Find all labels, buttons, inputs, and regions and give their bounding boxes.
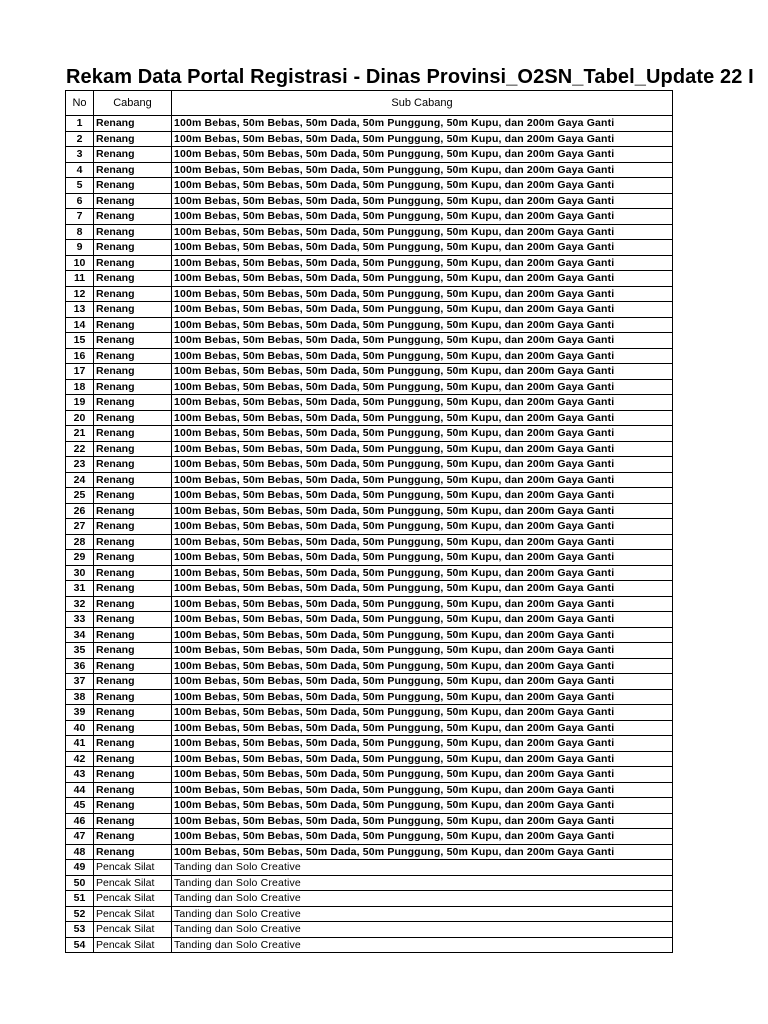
cell-cabang: Renang bbox=[94, 503, 172, 519]
cell-sub: 100m Bebas, 50m Bebas, 50m Dada, 50m Punggung, 50m Kupu, dan 200m Gaya Ganti bbox=[172, 581, 673, 597]
table-row bbox=[66, 193, 673, 209]
table-row bbox=[66, 131, 673, 147]
table-row bbox=[66, 767, 673, 783]
cell-no: 2 bbox=[66, 131, 94, 147]
header-cabang: Cabang bbox=[94, 91, 172, 116]
cell-no: 10 bbox=[66, 255, 94, 271]
cell-cabang: Renang bbox=[94, 162, 172, 178]
table-row bbox=[66, 441, 673, 457]
table-row bbox=[66, 705, 673, 721]
registration-table bbox=[65, 90, 673, 953]
cell-no: 30 bbox=[66, 565, 94, 581]
cell-cabang: Renang bbox=[94, 550, 172, 566]
cell-sub: 100m Bebas, 50m Bebas, 50m Dada, 50m Punggung, 50m Kupu, dan 200m Gaya Ganti bbox=[172, 534, 673, 550]
cell-sub: 100m Bebas, 50m Bebas, 50m Dada, 50m Punggung, 50m Kupu, dan 200m Gaya Ganti bbox=[172, 596, 673, 612]
cell-sub: 100m Bebas, 50m Bebas, 50m Dada, 50m Punggung, 50m Kupu, dan 200m Gaya Ganti bbox=[172, 844, 673, 860]
table-row bbox=[66, 519, 673, 535]
cell-no: 36 bbox=[66, 658, 94, 674]
cell-cabang: Renang bbox=[94, 333, 172, 349]
cell-cabang: Renang bbox=[94, 426, 172, 442]
cell-no: 41 bbox=[66, 736, 94, 752]
table-row bbox=[66, 891, 673, 907]
cell-cabang: Renang bbox=[94, 658, 172, 674]
table-row bbox=[66, 240, 673, 256]
cell-no: 13 bbox=[66, 302, 94, 318]
cell-sub: 100m Bebas, 50m Bebas, 50m Dada, 50m Punggung, 50m Kupu, dan 200m Gaya Ganti bbox=[172, 271, 673, 287]
cell-sub: Tanding dan Solo Creative bbox=[172, 922, 673, 938]
cell-cabang: Renang bbox=[94, 224, 172, 240]
cell-cabang: Renang bbox=[94, 565, 172, 581]
table-row bbox=[66, 689, 673, 705]
cell-cabang: Pencak Silat bbox=[94, 906, 172, 922]
cell-cabang: Renang bbox=[94, 364, 172, 380]
table-row bbox=[66, 612, 673, 628]
table-row bbox=[66, 472, 673, 488]
cell-cabang: Pencak Silat bbox=[94, 891, 172, 907]
cell-no: 49 bbox=[66, 860, 94, 876]
cell-cabang: Renang bbox=[94, 255, 172, 271]
table-row bbox=[66, 224, 673, 240]
cell-no: 8 bbox=[66, 224, 94, 240]
cell-no: 11 bbox=[66, 271, 94, 287]
table-row bbox=[66, 395, 673, 411]
cell-sub: 100m Bebas, 50m Bebas, 50m Dada, 50m Punggung, 50m Kupu, dan 200m Gaya Ganti bbox=[172, 612, 673, 628]
cell-no: 43 bbox=[66, 767, 94, 783]
cell-no: 1 bbox=[66, 116, 94, 132]
table-row bbox=[66, 937, 673, 953]
cell-no: 34 bbox=[66, 627, 94, 643]
cell-no: 46 bbox=[66, 813, 94, 829]
cell-no: 48 bbox=[66, 844, 94, 860]
table-row bbox=[66, 798, 673, 814]
table-row bbox=[66, 426, 673, 442]
cell-cabang: Renang bbox=[94, 674, 172, 690]
table-row bbox=[66, 829, 673, 845]
cell-sub: 100m Bebas, 50m Bebas, 50m Dada, 50m Punggung, 50m Kupu, dan 200m Gaya Ganti bbox=[172, 302, 673, 318]
cell-cabang: Renang bbox=[94, 178, 172, 194]
cell-sub: 100m Bebas, 50m Bebas, 50m Dada, 50m Punggung, 50m Kupu, dan 200m Gaya Ganti bbox=[172, 813, 673, 829]
cell-cabang: Renang bbox=[94, 643, 172, 659]
cell-cabang: Pencak Silat bbox=[94, 937, 172, 953]
cell-sub: 100m Bebas, 50m Bebas, 50m Dada, 50m Punggung, 50m Kupu, dan 200m Gaya Ganti bbox=[172, 426, 673, 442]
cell-sub: 100m Bebas, 50m Bebas, 50m Dada, 50m Punggung, 50m Kupu, dan 200m Gaya Ganti bbox=[172, 798, 673, 814]
cell-no: 25 bbox=[66, 488, 94, 504]
table-row bbox=[66, 844, 673, 860]
header-no: No bbox=[66, 91, 94, 116]
cell-no: 42 bbox=[66, 751, 94, 767]
cell-sub: 100m Bebas, 50m Bebas, 50m Dada, 50m Punggung, 50m Kupu, dan 200m Gaya Ganti bbox=[172, 193, 673, 209]
cell-cabang: Renang bbox=[94, 240, 172, 256]
table-row bbox=[66, 875, 673, 891]
cell-sub: 100m Bebas, 50m Bebas, 50m Dada, 50m Punggung, 50m Kupu, dan 200m Gaya Ganti bbox=[172, 162, 673, 178]
cell-cabang: Renang bbox=[94, 627, 172, 643]
table-row bbox=[66, 271, 673, 287]
cell-sub: 100m Bebas, 50m Bebas, 50m Dada, 50m Punggung, 50m Kupu, dan 200m Gaya Ganti bbox=[172, 224, 673, 240]
cell-sub: 100m Bebas, 50m Bebas, 50m Dada, 50m Punggung, 50m Kupu, dan 200m Gaya Ganti bbox=[172, 705, 673, 721]
table-row bbox=[66, 736, 673, 752]
cell-sub: 100m Bebas, 50m Bebas, 50m Dada, 50m Punggung, 50m Kupu, dan 200m Gaya Ganti bbox=[172, 364, 673, 380]
table-header-row bbox=[66, 91, 673, 116]
cell-cabang: Renang bbox=[94, 410, 172, 426]
cell-sub: Tanding dan Solo Creative bbox=[172, 891, 673, 907]
table-row bbox=[66, 550, 673, 566]
cell-cabang: Renang bbox=[94, 751, 172, 767]
cell-cabang: Renang bbox=[94, 813, 172, 829]
cell-cabang: Renang bbox=[94, 302, 172, 318]
cell-sub: 100m Bebas, 50m Bebas, 50m Dada, 50m Punggung, 50m Kupu, dan 200m Gaya Ganti bbox=[172, 379, 673, 395]
cell-no: 7 bbox=[66, 209, 94, 225]
table-row bbox=[66, 178, 673, 194]
cell-no: 4 bbox=[66, 162, 94, 178]
cell-cabang: Renang bbox=[94, 782, 172, 798]
cell-sub: 100m Bebas, 50m Bebas, 50m Dada, 50m Punggung, 50m Kupu, dan 200m Gaya Ganti bbox=[172, 643, 673, 659]
cell-cabang: Pencak Silat bbox=[94, 860, 172, 876]
table-row bbox=[66, 302, 673, 318]
cell-sub: 100m Bebas, 50m Bebas, 50m Dada, 50m Punggung, 50m Kupu, dan 200m Gaya Ganti bbox=[172, 550, 673, 566]
cell-sub: Tanding dan Solo Creative bbox=[172, 906, 673, 922]
cell-no: 28 bbox=[66, 534, 94, 550]
cell-no: 19 bbox=[66, 395, 94, 411]
cell-no: 51 bbox=[66, 891, 94, 907]
cell-no: 21 bbox=[66, 426, 94, 442]
cell-no: 17 bbox=[66, 364, 94, 380]
cell-cabang: Renang bbox=[94, 844, 172, 860]
cell-no: 22 bbox=[66, 441, 94, 457]
cell-no: 44 bbox=[66, 782, 94, 798]
table-row bbox=[66, 457, 673, 473]
cell-sub: 100m Bebas, 50m Bebas, 50m Dada, 50m Punggung, 50m Kupu, dan 200m Gaya Ganti bbox=[172, 503, 673, 519]
table-body bbox=[66, 116, 673, 953]
cell-cabang: Pencak Silat bbox=[94, 922, 172, 938]
cell-sub: 100m Bebas, 50m Bebas, 50m Dada, 50m Punggung, 50m Kupu, dan 200m Gaya Ganti bbox=[172, 209, 673, 225]
cell-no: 52 bbox=[66, 906, 94, 922]
cell-sub: 100m Bebas, 50m Bebas, 50m Dada, 50m Punggung, 50m Kupu, dan 200m Gaya Ganti bbox=[172, 519, 673, 535]
cell-cabang: Renang bbox=[94, 829, 172, 845]
cell-sub: 100m Bebas, 50m Bebas, 50m Dada, 50m Punggung, 50m Kupu, dan 200m Gaya Ganti bbox=[172, 178, 673, 194]
cell-cabang: Renang bbox=[94, 193, 172, 209]
table-row bbox=[66, 364, 673, 380]
cell-no: 24 bbox=[66, 472, 94, 488]
cell-cabang: Renang bbox=[94, 379, 172, 395]
cell-cabang: Renang bbox=[94, 286, 172, 302]
cell-sub: 100m Bebas, 50m Bebas, 50m Dada, 50m Punggung, 50m Kupu, dan 200m Gaya Ganti bbox=[172, 240, 673, 256]
table-row bbox=[66, 906, 673, 922]
cell-no: 5 bbox=[66, 178, 94, 194]
cell-cabang: Renang bbox=[94, 720, 172, 736]
cell-cabang: Renang bbox=[94, 581, 172, 597]
cell-sub: 100m Bebas, 50m Bebas, 50m Dada, 50m Punggung, 50m Kupu, dan 200m Gaya Ganti bbox=[172, 457, 673, 473]
cell-sub: Tanding dan Solo Creative bbox=[172, 860, 673, 876]
table-row bbox=[66, 581, 673, 597]
table-row bbox=[66, 751, 673, 767]
cell-sub: 100m Bebas, 50m Bebas, 50m Dada, 50m Punggung, 50m Kupu, dan 200m Gaya Ganti bbox=[172, 348, 673, 364]
cell-no: 23 bbox=[66, 457, 94, 473]
cell-no: 3 bbox=[66, 147, 94, 163]
cell-cabang: Pencak Silat bbox=[94, 875, 172, 891]
cell-sub: 100m Bebas, 50m Bebas, 50m Dada, 50m Punggung, 50m Kupu, dan 200m Gaya Ganti bbox=[172, 255, 673, 271]
cell-no: 12 bbox=[66, 286, 94, 302]
table-row bbox=[66, 410, 673, 426]
table-row bbox=[66, 162, 673, 178]
cell-cabang: Renang bbox=[94, 441, 172, 457]
table-row bbox=[66, 116, 673, 132]
cell-cabang: Renang bbox=[94, 798, 172, 814]
cell-sub: 100m Bebas, 50m Bebas, 50m Dada, 50m Punggung, 50m Kupu, dan 200m Gaya Ganti bbox=[172, 767, 673, 783]
cell-cabang: Renang bbox=[94, 488, 172, 504]
cell-sub: 100m Bebas, 50m Bebas, 50m Dada, 50m Punggung, 50m Kupu, dan 200m Gaya Ganti bbox=[172, 658, 673, 674]
cell-sub: 100m Bebas, 50m Bebas, 50m Dada, 50m Punggung, 50m Kupu, dan 200m Gaya Ganti bbox=[172, 720, 673, 736]
cell-sub: 100m Bebas, 50m Bebas, 50m Dada, 50m Punggung, 50m Kupu, dan 200m Gaya Ganti bbox=[172, 472, 673, 488]
cell-sub: 100m Bebas, 50m Bebas, 50m Dada, 50m Punggung, 50m Kupu, dan 200m Gaya Ganti bbox=[172, 395, 673, 411]
cell-sub: 100m Bebas, 50m Bebas, 50m Dada, 50m Punggung, 50m Kupu, dan 200m Gaya Ganti bbox=[172, 674, 673, 690]
cell-sub: 100m Bebas, 50m Bebas, 50m Dada, 50m Punggung, 50m Kupu, dan 200m Gaya Ganti bbox=[172, 565, 673, 581]
cell-no: 16 bbox=[66, 348, 94, 364]
cell-sub: 100m Bebas, 50m Bebas, 50m Dada, 50m Punggung, 50m Kupu, dan 200m Gaya Ganti bbox=[172, 441, 673, 457]
table-row bbox=[66, 627, 673, 643]
table-row bbox=[66, 488, 673, 504]
cell-no: 18 bbox=[66, 379, 94, 395]
cell-cabang: Renang bbox=[94, 689, 172, 705]
cell-no: 32 bbox=[66, 596, 94, 612]
cell-cabang: Renang bbox=[94, 596, 172, 612]
cell-sub: 100m Bebas, 50m Bebas, 50m Dada, 50m Punggung, 50m Kupu, dan 200m Gaya Ganti bbox=[172, 782, 673, 798]
cell-cabang: Renang bbox=[94, 457, 172, 473]
cell-sub: 100m Bebas, 50m Bebas, 50m Dada, 50m Punggung, 50m Kupu, dan 200m Gaya Ganti bbox=[172, 116, 673, 132]
cell-cabang: Renang bbox=[94, 348, 172, 364]
cell-sub: 100m Bebas, 50m Bebas, 50m Dada, 50m Punggung, 50m Kupu, dan 200m Gaya Ganti bbox=[172, 689, 673, 705]
cell-no: 50 bbox=[66, 875, 94, 891]
cell-sub: 100m Bebas, 50m Bebas, 50m Dada, 50m Punggung, 50m Kupu, dan 200m Gaya Ganti bbox=[172, 317, 673, 333]
cell-no: 33 bbox=[66, 612, 94, 628]
cell-no: 38 bbox=[66, 689, 94, 705]
cell-cabang: Renang bbox=[94, 519, 172, 535]
cell-cabang: Renang bbox=[94, 209, 172, 225]
cell-no: 39 bbox=[66, 705, 94, 721]
cell-sub: 100m Bebas, 50m Bebas, 50m Dada, 50m Punggung, 50m Kupu, dan 200m Gaya Ganti bbox=[172, 751, 673, 767]
cell-sub: Tanding dan Solo Creative bbox=[172, 937, 673, 953]
table-row bbox=[66, 255, 673, 271]
cell-cabang: Renang bbox=[94, 534, 172, 550]
cell-sub: Tanding dan Solo Creative bbox=[172, 875, 673, 891]
header-sub-cabang: Sub Cabang bbox=[172, 91, 673, 116]
cell-no: 40 bbox=[66, 720, 94, 736]
cell-sub: 100m Bebas, 50m Bebas, 50m Dada, 50m Punggung, 50m Kupu, dan 200m Gaya Ganti bbox=[172, 333, 673, 349]
table-row bbox=[66, 674, 673, 690]
cell-no: 54 bbox=[66, 937, 94, 953]
cell-cabang: Renang bbox=[94, 472, 172, 488]
table-row bbox=[66, 643, 673, 659]
cell-sub: 100m Bebas, 50m Bebas, 50m Dada, 50m Punggung, 50m Kupu, dan 200m Gaya Ganti bbox=[172, 286, 673, 302]
cell-cabang: Renang bbox=[94, 317, 172, 333]
table-row bbox=[66, 379, 673, 395]
table-row bbox=[66, 209, 673, 225]
table-row bbox=[66, 317, 673, 333]
cell-no: 37 bbox=[66, 674, 94, 690]
table-row bbox=[66, 658, 673, 674]
cell-no: 26 bbox=[66, 503, 94, 519]
table-row bbox=[66, 860, 673, 876]
table-row bbox=[66, 534, 673, 550]
cell-sub: 100m Bebas, 50m Bebas, 50m Dada, 50m Punggung, 50m Kupu, dan 200m Gaya Ganti bbox=[172, 410, 673, 426]
cell-sub: 100m Bebas, 50m Bebas, 50m Dada, 50m Punggung, 50m Kupu, dan 200m Gaya Ganti bbox=[172, 488, 673, 504]
cell-cabang: Renang bbox=[94, 705, 172, 721]
cell-cabang: Renang bbox=[94, 147, 172, 163]
page-title: Rekam Data Portal Registrasi - Dinas Provinsi_O2SN_Tabel_Update 22 I bbox=[66, 66, 754, 88]
table-row bbox=[66, 503, 673, 519]
table-row bbox=[66, 565, 673, 581]
cell-no: 29 bbox=[66, 550, 94, 566]
cell-no: 9 bbox=[66, 240, 94, 256]
cell-cabang: Renang bbox=[94, 131, 172, 147]
cell-sub: 100m Bebas, 50m Bebas, 50m Dada, 50m Punggung, 50m Kupu, dan 200m Gaya Ganti bbox=[172, 736, 673, 752]
table-row bbox=[66, 813, 673, 829]
cell-cabang: Renang bbox=[94, 612, 172, 628]
table-row bbox=[66, 348, 673, 364]
cell-cabang: Renang bbox=[94, 116, 172, 132]
table-row bbox=[66, 922, 673, 938]
cell-no: 27 bbox=[66, 519, 94, 535]
cell-no: 47 bbox=[66, 829, 94, 845]
cell-cabang: Renang bbox=[94, 736, 172, 752]
cell-sub: 100m Bebas, 50m Bebas, 50m Dada, 50m Punggung, 50m Kupu, dan 200m Gaya Ganti bbox=[172, 829, 673, 845]
cell-cabang: Renang bbox=[94, 395, 172, 411]
cell-sub: 100m Bebas, 50m Bebas, 50m Dada, 50m Punggung, 50m Kupu, dan 200m Gaya Ganti bbox=[172, 131, 673, 147]
cell-no: 15 bbox=[66, 333, 94, 349]
cell-sub: 100m Bebas, 50m Bebas, 50m Dada, 50m Punggung, 50m Kupu, dan 200m Gaya Ganti bbox=[172, 627, 673, 643]
cell-cabang: Renang bbox=[94, 767, 172, 783]
cell-no: 31 bbox=[66, 581, 94, 597]
table-row bbox=[66, 720, 673, 736]
table-row bbox=[66, 782, 673, 798]
table-row bbox=[66, 596, 673, 612]
cell-no: 53 bbox=[66, 922, 94, 938]
cell-no: 14 bbox=[66, 317, 94, 333]
cell-cabang: Renang bbox=[94, 271, 172, 287]
cell-no: 20 bbox=[66, 410, 94, 426]
cell-no: 35 bbox=[66, 643, 94, 659]
cell-no: 45 bbox=[66, 798, 94, 814]
cell-sub: 100m Bebas, 50m Bebas, 50m Dada, 50m Punggung, 50m Kupu, dan 200m Gaya Ganti bbox=[172, 147, 673, 163]
table-row bbox=[66, 147, 673, 163]
table-row bbox=[66, 286, 673, 302]
cell-no: 6 bbox=[66, 193, 94, 209]
table-row bbox=[66, 333, 673, 349]
